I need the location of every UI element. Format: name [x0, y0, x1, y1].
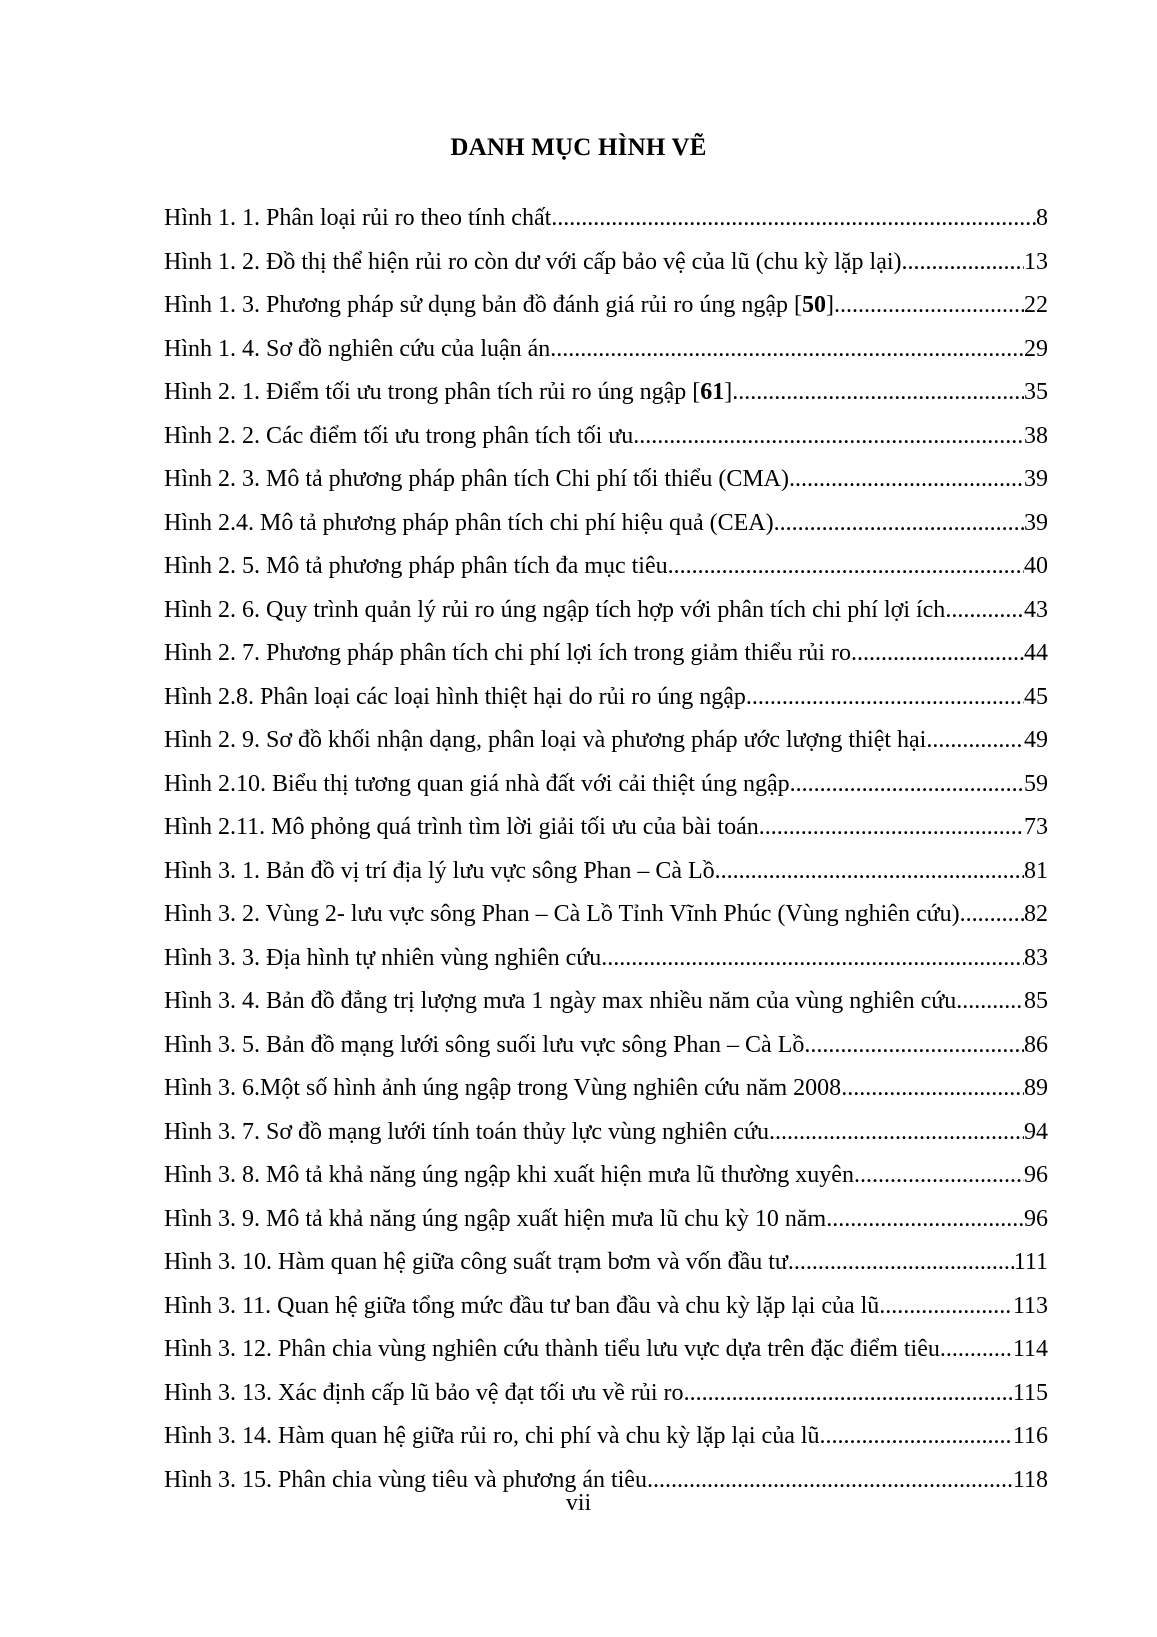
page-title: DANH MỤC HÌNH VẼ	[450, 134, 707, 161]
toc-page-number: 82	[1024, 901, 1048, 927]
toc-entry[interactable]	[164, 980, 1048, 1024]
toc-entry[interactable]	[164, 415, 1048, 459]
dot-leader	[902, 241, 1024, 285]
toc-entry-caption: Hình 2. 1. Điểm tối ưu trong phân tích rủi ro úng ngập [	[164, 379, 701, 405]
toc-entry-caption: Hình 2. 7. Phương pháp phân tích chi phí lợi ích trong giảm thiểu rủi ro	[164, 640, 851, 666]
citation-number: 50	[801, 292, 826, 318]
toc-entry[interactable]	[164, 1024, 1048, 1068]
toc-entry-caption: Hình 3. 5. Bản đồ mạng lưới sông suối lưu vực sông Phan – Cà Lồ	[164, 1031, 805, 1058]
dot-leader	[926, 719, 1024, 763]
toc-page-number: 89	[1024, 1075, 1048, 1101]
toc-entry-label	[164, 1024, 804, 1068]
toc-page-number: 111	[1013, 1249, 1048, 1275]
toc-page-number: 39	[1024, 466, 1048, 492]
toc-entry-label	[164, 545, 668, 589]
toc-entry[interactable]	[164, 502, 1048, 546]
toc-entry-label	[164, 1372, 684, 1416]
toc-entry-caption: Hình 1. 3. Phương pháp sử dụng bản đồ đánh giá rủi ro úng ngập [	[164, 292, 802, 318]
toc-entry-label	[164, 502, 774, 546]
dot-leader	[820, 1415, 1013, 1459]
toc-page-number: 39	[1024, 509, 1048, 536]
dot-leader	[769, 1111, 1024, 1155]
dot-leader	[551, 197, 1036, 241]
dot-leader	[804, 1024, 1024, 1068]
toc-entry-label	[164, 1241, 788, 1285]
toc-page-number: 85	[1024, 988, 1048, 1014]
toc-entry-caption: Hình 3. 15. Phân chia vùng tiêu và phương án tiêu	[164, 1466, 647, 1493]
toc-entry-label	[164, 1285, 879, 1329]
page-number: vii	[565, 1490, 592, 1516]
toc-entry[interactable]	[164, 458, 1048, 502]
toc-entry[interactable]	[164, 676, 1048, 720]
toc-entry-caption: Hình 2.4. Mô tả phương pháp phân tích chi phí hiệu quả (CEA)	[164, 509, 774, 536]
toc-entry-label	[164, 893, 960, 937]
dot-leader	[879, 1285, 1013, 1329]
toc-entry-label	[164, 1415, 820, 1459]
dot-leader	[633, 415, 1024, 459]
toc-entry-caption: Hình 3. 10. Hàm quan hệ giữa công suất trạm bơm và vốn đầu tư	[164, 1249, 788, 1275]
toc-entry-caption: Hình 3. 13. Xác định cấp lũ bảo vệ đạt tối ưu về rủi ro	[164, 1379, 684, 1406]
toc-page-number: 118	[1012, 1466, 1048, 1493]
dot-leader	[789, 458, 1024, 502]
toc-page-number: 29	[1024, 335, 1048, 362]
toc-entry-caption: Hình 3. 12. Phân chia vùng nghiên cứu thành tiểu lưu vực dựa trên đặc điểm tiêu	[164, 1336, 940, 1362]
toc-entry[interactable]	[164, 589, 1048, 633]
toc-entry-label	[164, 980, 956, 1024]
toc-page-number: 38	[1024, 422, 1048, 449]
toc-entry[interactable]	[164, 1067, 1048, 1111]
toc-entry-caption: Hình 2. 9. Sơ đồ khối nhận dạng, phân loại và phương pháp ước lượng thiệt hại	[164, 727, 927, 753]
toc-entry-caption-tail: ]	[825, 292, 834, 318]
toc-entry[interactable]	[164, 719, 1048, 763]
toc-entry-caption-tail: ]	[724, 379, 733, 405]
toc-entry[interactable]	[164, 937, 1048, 981]
dot-leader	[854, 1154, 1024, 1198]
toc-page-number: 22	[1024, 292, 1048, 318]
toc-entry-label	[164, 197, 551, 241]
toc-page-number: 86	[1024, 1031, 1048, 1058]
toc-entry[interactable]	[164, 1111, 1048, 1155]
toc-entry-label	[164, 371, 732, 415]
toc-page-number: 40	[1024, 553, 1048, 579]
toc-entry[interactable]	[164, 1328, 1048, 1372]
toc-page-number: 45	[1024, 683, 1048, 710]
toc-entry-caption: Hình 3. 14. Hàm quan hệ giữa rủi ro, chi phí và chu kỳ lặp lại của lũ	[164, 1423, 820, 1449]
toc-page-number: 44	[1024, 640, 1048, 666]
toc-entry-caption: Hình 3. 1. Bản đồ vị trí địa lý lưu vực sông Phan – Cà Lồ	[164, 857, 715, 884]
toc-entry-caption: Hình 2.11. Mô phỏng quá trình tìm lời giải tối ưu của bài toán	[164, 814, 759, 840]
toc-entry-caption: Hình 1. 1. Phân loại rủi ro theo tính chất	[164, 205, 552, 231]
dot-leader	[774, 502, 1024, 546]
toc-page-number: 81	[1024, 857, 1048, 884]
toc-page-number: 73	[1024, 814, 1048, 840]
toc-entry-label	[164, 589, 945, 633]
figure-list	[164, 197, 1048, 1502]
toc-entry-caption: Hình 2. 6. Quy trình quản lý rủi ro úng ngập tích hợp với phân tích chi phí lợi ích	[164, 596, 946, 623]
dot-leader	[601, 937, 1024, 981]
toc-page-number: 96	[1024, 1205, 1048, 1232]
toc-page-number: 115	[1012, 1379, 1048, 1406]
toc-entry[interactable]	[164, 1198, 1048, 1242]
dot-leader	[715, 850, 1024, 894]
dot-leader	[945, 589, 1024, 633]
citation-number: 61	[700, 379, 725, 405]
toc-entry[interactable]	[164, 806, 1048, 850]
toc-entry-caption: Hình 2. 5. Mô tả phương pháp phân tích đa mục tiêu	[164, 553, 668, 579]
toc-entry[interactable]	[164, 371, 1048, 415]
toc-entry[interactable]	[164, 545, 1048, 589]
toc-entry-label	[164, 1111, 769, 1155]
toc-entry-label	[164, 850, 715, 894]
toc-entry-label	[164, 1328, 940, 1372]
toc-page-number: 43	[1024, 596, 1048, 623]
toc-entry-caption: Hình 1. 4. Sơ đồ nghiên cứu của luận án	[164, 335, 551, 362]
toc-page-number: 13	[1024, 248, 1048, 275]
toc-entry-caption: Hình 3. 11. Quan hệ giữa tổng mức đầu tư ban đầu và chu kỳ lặp lại của lũ	[164, 1292, 880, 1319]
toc-entry[interactable]	[164, 1415, 1048, 1459]
dot-leader	[746, 676, 1024, 720]
toc-entry-caption: Hình 1. 2. Đồ thị thể hiện rủi ro còn dư với cấp bảo vệ của lũ (chu kỳ lặp lại)	[164, 248, 902, 275]
toc-entry[interactable]	[164, 1285, 1048, 1329]
toc-page-number: 113	[1012, 1292, 1048, 1319]
dot-leader	[826, 1198, 1024, 1242]
toc-entry-caption: Hình 2. 3. Mô tả phương pháp phân tích Chi phí tối thiểu (CMA)	[164, 466, 789, 492]
toc-entry[interactable]	[164, 632, 1048, 676]
toc-entry-label	[164, 328, 550, 372]
toc-entry-label	[164, 241, 902, 285]
toc-entry-label	[164, 458, 789, 502]
dot-leader	[960, 893, 1024, 937]
toc-entry-label	[164, 415, 633, 459]
toc-entry[interactable]	[164, 284, 1048, 328]
toc-entry-caption: Hình 3. 6.Một số hình ảnh úng ngập trong Vùng nghiên cứu năm 2008	[164, 1075, 842, 1101]
toc-entry[interactable]	[164, 850, 1048, 894]
toc-entry-label	[164, 632, 851, 676]
toc-entry[interactable]	[164, 197, 1048, 241]
dot-leader	[841, 1067, 1024, 1111]
dot-leader	[759, 806, 1024, 850]
toc-entry[interactable]	[164, 328, 1048, 372]
toc-entry[interactable]	[164, 1372, 1048, 1416]
dot-leader	[940, 1328, 1013, 1372]
toc-entry-caption: Hình 2.8. Phân loại các loại hình thiệt hại do rủi ro úng ngập	[164, 683, 746, 710]
dot-leader	[834, 284, 1024, 328]
toc-entry-label	[164, 1198, 826, 1242]
dot-leader	[550, 328, 1024, 372]
toc-entry[interactable]	[164, 241, 1048, 285]
toc-entry-label	[164, 284, 834, 328]
toc-page-number: 35	[1024, 379, 1048, 405]
dot-leader	[732, 371, 1024, 415]
toc-entry-caption: Hình 3. 2. Vùng 2- lưu vực sông Phan – Cà Lồ Tỉnh Vĩnh Phúc (Vùng nghiên cứu)	[164, 901, 960, 927]
toc-entry-label	[164, 719, 926, 763]
toc-entry-caption: Hình 3. 3. Địa hình tự nhiên vùng nghiên cứu	[164, 944, 602, 971]
toc-page-number: 116	[1012, 1423, 1048, 1449]
toc-entry-label	[164, 763, 790, 807]
toc-entry-caption: Hình 3. 7. Sơ đồ mạng lưới tính toán thủy lực vùng nghiên cứu	[164, 1118, 770, 1145]
toc-entry-label	[164, 1067, 841, 1111]
toc-entry[interactable]	[164, 1241, 1048, 1285]
toc-page-number: 94	[1024, 1118, 1048, 1145]
toc-entry[interactable]	[164, 1154, 1048, 1198]
toc-entry-label	[164, 676, 746, 720]
dot-leader	[851, 632, 1024, 676]
toc-entry[interactable]	[164, 893, 1048, 937]
dot-leader	[790, 763, 1024, 807]
dot-leader	[684, 1372, 1013, 1416]
toc-entry-caption: Hình 3. 8. Mô tả khả năng úng ngập khi xuất hiện mưa lũ thường xuyên	[164, 1162, 854, 1188]
toc-page-number: 49	[1024, 727, 1048, 753]
dot-leader	[668, 545, 1024, 589]
toc-entry-caption: Hình 2.10. Biểu thị tương quan giá nhà đất với cải thiệt úng ngập	[164, 770, 790, 797]
toc-page-number: 83	[1024, 944, 1048, 971]
dot-leader	[788, 1241, 1014, 1285]
toc-page-number: 96	[1024, 1162, 1048, 1188]
toc-entry-label	[164, 1154, 854, 1198]
toc-page-number: 114	[1012, 1336, 1048, 1362]
toc-entry-caption: Hình 3. 9. Mô tả khả năng úng ngập xuất hiện mưa lũ chu kỳ 10 năm	[164, 1205, 827, 1232]
toc-page-number: 59	[1024, 770, 1048, 797]
toc-entry-label	[164, 937, 601, 981]
toc-entry[interactable]	[164, 763, 1048, 807]
toc-entry-caption: Hình 3. 4. Bản đồ đẳng trị lượng mưa 1 ngày max nhiều năm của vùng nghiên cứu	[164, 988, 957, 1014]
toc-entry-caption: Hình 2. 2. Các điểm tối ưu trong phân tích tối ưu	[164, 422, 634, 449]
toc-entry-label	[164, 806, 759, 850]
dot-leader	[956, 980, 1024, 1024]
toc-page-number: 8	[1036, 205, 1048, 231]
